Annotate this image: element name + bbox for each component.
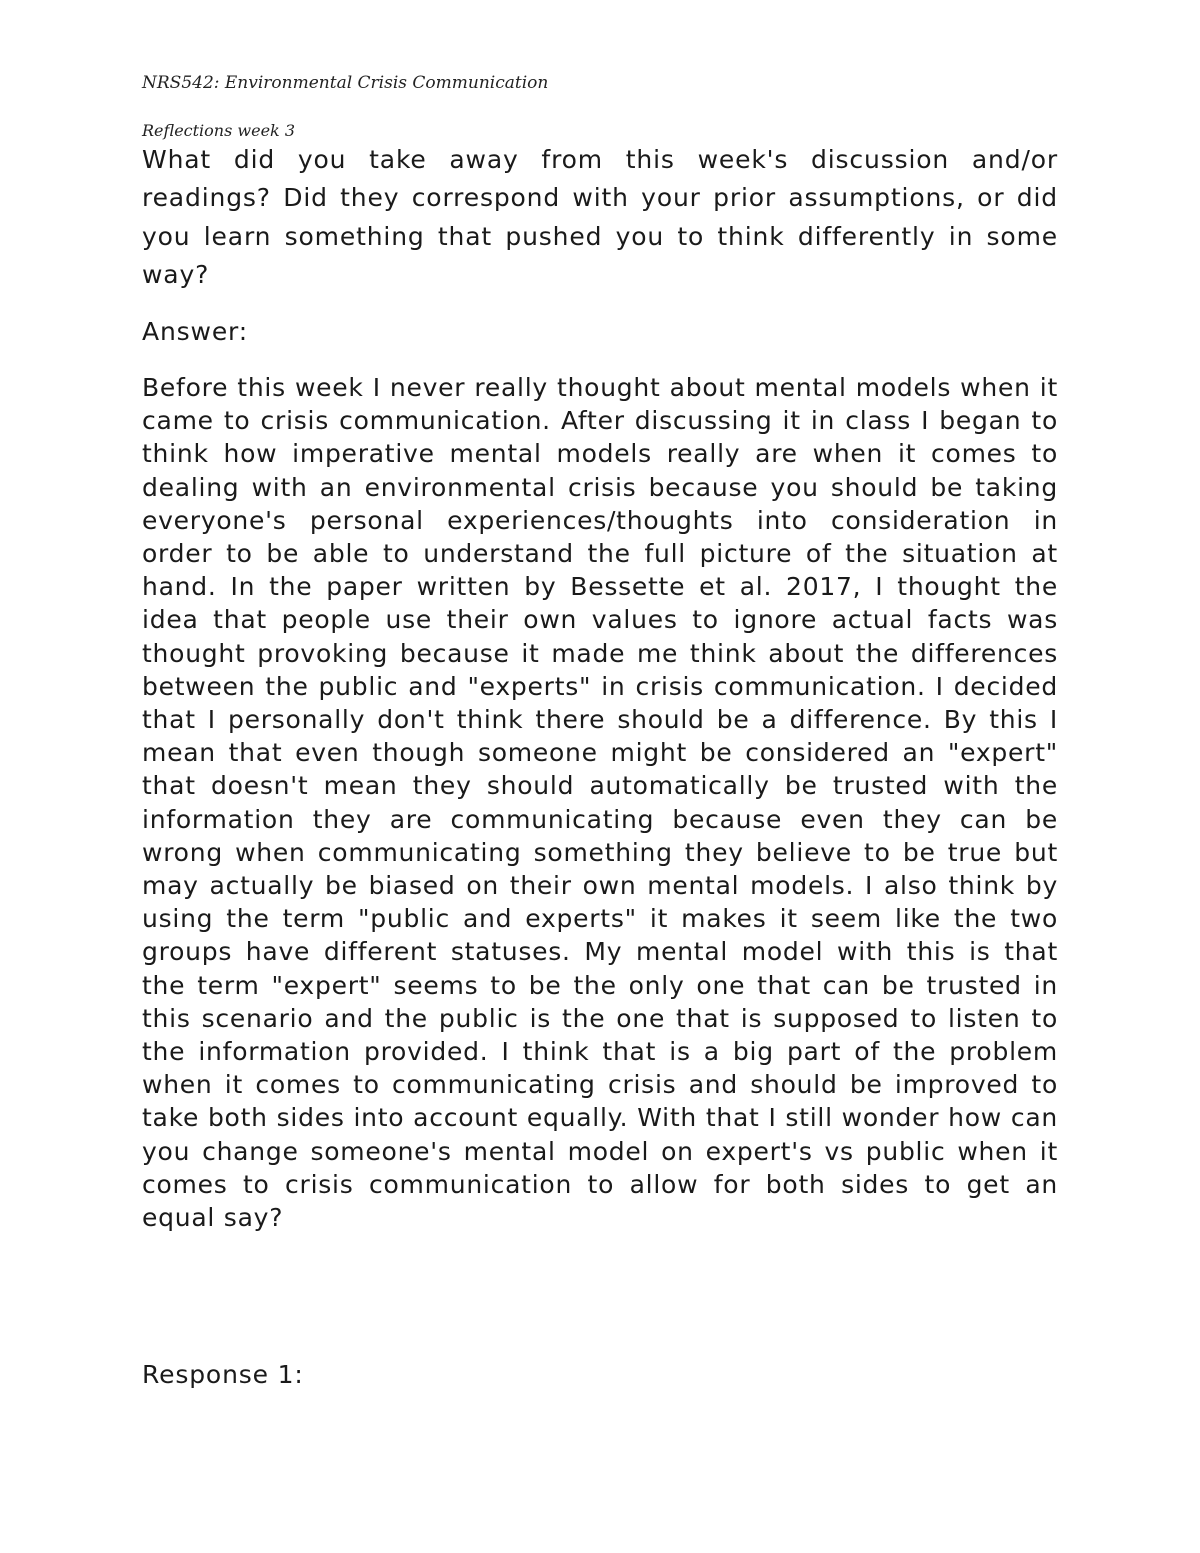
response-label: Response 1: [142,1360,304,1389]
reflection-prompt: What did you take away from this week's discussion and/or readings? Did they correspond with your prior assumptions, or did you learn something that pushed you to think differently in some way? [142,145,1058,289]
answer-body: Before this week I never really thought about mental models when it came to crisis communication. After discussing it in class I began to think how imperative mental models really are when it comes to dealing with an environmental crisis because you should be taking everyone's personal experiences/thoughts into consideration in order to be able to understand the full picture of the situation at hand. In the paper written by Bessette et al. 2017, I thought the idea that people use their own values to ignore actual facts was thought provoking because it made me think about the differences between the public and "experts" in crisis communication. I decided that I personally don't think there should be a difference. By this I mean that even though someone might be considered an "expert" that doesn't mean they should automatically be trusted with the information they are communicating because even they can be wrong when communicating something they believe to be true but may actually be biased on their own mental models. I also think by using the term "public and experts" it makes it seem like the two groups have different statuses. My mental model with this is that the term "expert" seems to be the only one that can be trusted in this scenario and the public is the one that is supposed to listen to the information provided. I think that is a big part of the problem when it comes to communicating crisis and should be improved to take both sides into account equally. With that I still wonder how can you change someone's mental model on expert's vs public when it comes to crisis communication to allow for both sides to get an equal say? [142,373,1058,1233]
section-title: Reflections week 3 [142,121,295,140]
course-title: NRS542: Environmental Crisis Communication [142,73,549,93]
answer-label: Answer: [142,317,249,346]
